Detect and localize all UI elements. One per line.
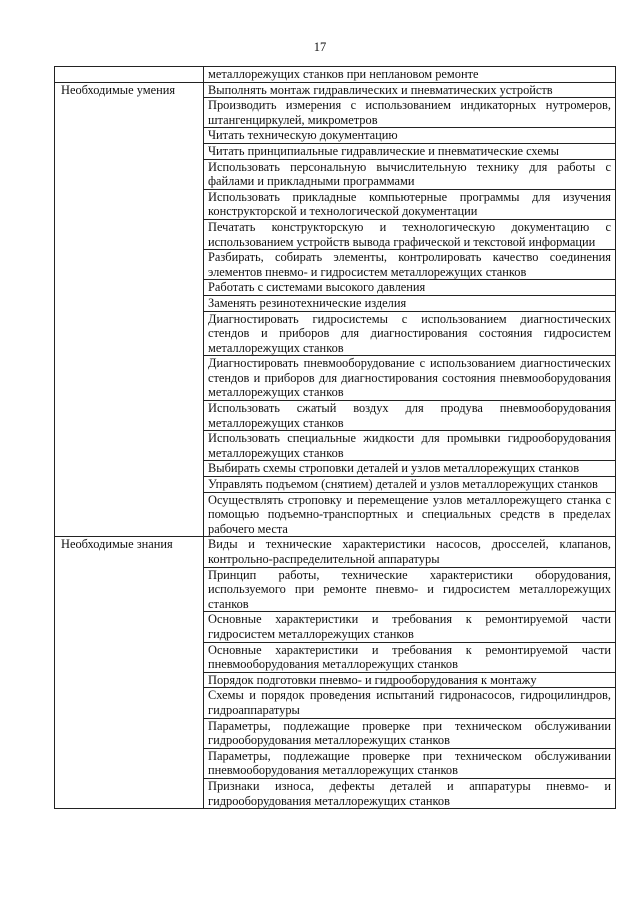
requirement-item-cell: Читать техническую документацию bbox=[204, 128, 616, 144]
requirements-table bbox=[54, 66, 616, 809]
requirement-item-cell: Осуществлять строповку и перемещение узлов металлорежущего станка с помощью подъемно-транспортных и специальных средств в пределах рабочего места bbox=[204, 492, 616, 537]
requirement-item-cell: Заменять резинотехнические изделия bbox=[204, 295, 616, 311]
requirement-item-cell: Выбирать схемы строповки деталей и узлов металлорежущих станков bbox=[204, 461, 616, 477]
requirement-item-cell: Диагностировать гидросистемы с использованием диагностических стендов и приборов для диагностирования состояния гидросистем металлорежущих станков bbox=[204, 311, 616, 356]
requirement-item-cell: Диагностировать пневмооборудование с использованием диагностических стендов и приборов для диагностирования состояния пневмооборудования металлорежущих станков bbox=[204, 356, 616, 401]
category-cell: Необходимые знания bbox=[55, 537, 204, 809]
category-cell bbox=[55, 67, 204, 83]
requirement-item-cell: Порядок подготовки пневмо- и гидрооборудования к монтажу bbox=[204, 672, 616, 688]
requirement-item-cell: Работать с системами высокого давления bbox=[204, 280, 616, 296]
table-row bbox=[55, 82, 616, 98]
requirement-item-cell: Производить измерения с использованием индикаторных нутромеров, штангенциркулей, микрометров bbox=[204, 98, 616, 128]
requirements-table-body bbox=[55, 67, 616, 809]
table-row bbox=[55, 537, 616, 567]
requirement-item-cell: Схемы и порядок проведения испытаний гидронасосов, гидроцилиндров, гидроаппаратуры bbox=[204, 688, 616, 718]
requirement-item-cell: Использовать специальные жидкости для промывки гидрооборудования металлорежущих станков bbox=[204, 431, 616, 461]
page-number: 17 bbox=[313, 40, 327, 54]
requirement-item-cell: Основные характеристики и требования к ремонтируемой части гидросистем металлорежущих станков bbox=[204, 612, 616, 642]
requirement-item-cell: Параметры, подлежащие проверке при техническом обслуживании гидрооборудования металлорежущих станков bbox=[204, 718, 616, 748]
requirement-item-cell: Использовать сжатый воздух для продува пневмооборудования металлорежущих станков bbox=[204, 401, 616, 431]
requirement-item-cell: Использовать прикладные компьютерные программы для изучения конструкторской и технологической документации bbox=[204, 189, 616, 219]
category-cell: Необходимые умения bbox=[55, 82, 204, 537]
requirement-item-cell: Виды и технические характеристики насосов, дросселей, клапанов, контрольно-распределительной аппаратуры bbox=[204, 537, 616, 567]
requirement-item-cell: Читать принципиальные гидравлические и пневматические схемы bbox=[204, 143, 616, 159]
requirement-item-cell: Признаки износа, дефекты деталей и аппаратуры пневмо- и гидрооборудования металлорежущих станков bbox=[204, 778, 616, 808]
requirement-item-cell: Основные характеристики и требования к ремонтируемой части пневмооборудования металлорежущих станков bbox=[204, 642, 616, 672]
requirement-item-cell: Использовать персональную вычислительную технику для работы с файлами и прикладными программами bbox=[204, 159, 616, 189]
requirement-item-cell: Выполнять монтаж гидравлических и пневматических устройств bbox=[204, 82, 616, 98]
requirement-item-cell: Печатать конструкторскую и технологическую документацию с использованием устройств вывода графической и текстовой информации bbox=[204, 219, 616, 249]
requirement-item-cell: Разбирать, собирать элементы, контролировать качество соединения элементов пневмо- и гидросистем металлорежущих станков bbox=[204, 250, 616, 280]
requirement-item-cell: металлорежущих станков при неплановом ремонте bbox=[204, 67, 616, 83]
requirement-item-cell: Управлять подъемом (снятием) деталей и узлов металлорежущих станков bbox=[204, 477, 616, 493]
requirement-item-cell: Параметры, подлежащие проверке при техническом обслуживании пневмооборудования металлорежущих станков bbox=[204, 748, 616, 778]
requirement-item-cell: Принцип работы, технические характеристики оборудования, используемого при ремонте пневмо- и гидросистем металлорежущих станков bbox=[204, 567, 616, 612]
table-row bbox=[55, 67, 616, 83]
